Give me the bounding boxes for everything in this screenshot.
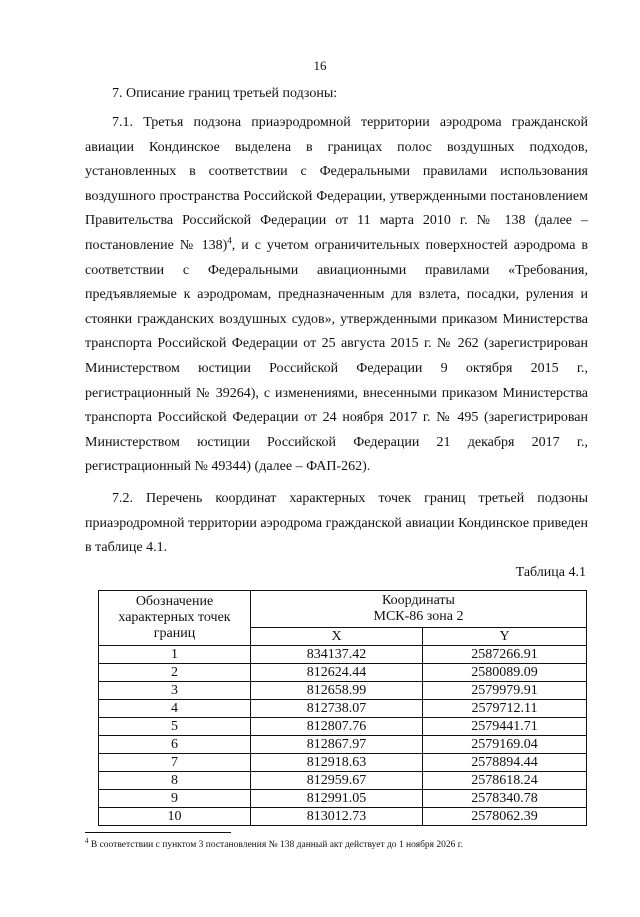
point-number-cell: 1 [99, 646, 251, 664]
table-caption: Таблица 4.1 [515, 565, 586, 580]
table-row [99, 754, 587, 772]
footnote-divider [85, 832, 231, 833]
y-coordinate-cell: 2580089.09 [423, 664, 587, 682]
point-number-cell: 2 [99, 664, 251, 682]
section-heading: 7. Описание границ третьей подзоны: [112, 86, 338, 101]
footnote-reference: 4 [227, 235, 232, 246]
x-coordinate-cell: 812807.76 [251, 718, 423, 736]
x-coordinate-cell: 834137.42 [251, 646, 423, 664]
paragraph-7-2: 7.2. Перечень координат характерных точек границ третьей подзоны приаэродромной территории аэродрома гражданской авиации Кондинское приведен в таблице 4.1. [85, 491, 588, 556]
y-coordinate-cell: 2579441.71 [423, 718, 587, 736]
paragraph-7-1-text-start: 7.1. Третья подзона приаэродромной территории аэродрома гражданской авиации Кондинское выделена в границах полос воздушных подходов, установленных в соответствии с Федеральными правилами использования воздушного пространства Российской Федерации, утвержденными постановлением Правительства Российской Федерации от 11 марта 2010 г. № 138 (далее – постановление № 138) [85, 115, 588, 253]
x-coordinate-cell: 812867.97 [251, 736, 423, 754]
point-number-cell: 9 [99, 790, 251, 808]
header-coordinates-title: Координаты [382, 593, 455, 608]
point-number-cell: 6 [99, 736, 251, 754]
y-coordinate-cell: 2578340.78 [423, 790, 587, 808]
y-coordinate-cell: 2578618.24 [423, 772, 587, 790]
table-row [99, 646, 587, 664]
point-number-cell: 4 [99, 700, 251, 718]
point-number-cell: 7 [99, 754, 251, 772]
header-coordinates [251, 591, 587, 628]
point-number-cell: 8 [99, 772, 251, 790]
coordinates-table [98, 590, 587, 826]
x-coordinate-cell: 812658.99 [251, 682, 423, 700]
footnote-text: В соответствии с пунктом 3 постановления № 138 данный акт действует до 1 ноября 2026 г. [88, 840, 463, 850]
footnote [85, 836, 463, 850]
x-coordinate-cell: 812918.63 [251, 754, 423, 772]
x-coordinate-cell: 812959.67 [251, 772, 423, 790]
x-coordinate-cell: 812624.44 [251, 664, 423, 682]
x-coordinate-cell: 813012.73 [251, 808, 423, 826]
table-row [99, 682, 587, 700]
table-row [99, 700, 587, 718]
y-coordinate-cell: 2587266.91 [423, 646, 587, 664]
table-row [99, 718, 587, 736]
y-coordinate-cell: 2578062.39 [423, 808, 587, 826]
paragraph-7-1 [85, 111, 588, 480]
table-body [99, 646, 587, 826]
point-number-cell: 10 [99, 808, 251, 826]
y-coordinate-cell: 2579169.04 [423, 736, 587, 754]
table-row [99, 772, 587, 790]
x-coordinate-cell: 812738.07 [251, 700, 423, 718]
table-row [99, 790, 587, 808]
paragraph-7-1-text-end: , и с учетом ограничительных поверхностей аэродрома в соответствии с Федеральными авиационными правилами «Требования, предъявляемые к аэродромам, предназначенным для взлета, посадки, руления и стоянки гражданских воздушных судов», утвержденными приказом Министерства транспорта Российской Федерации от 25 августа 2015 г. № 262 (зарегистрирован Министерством юстиции Российской Федерации 9 октября 2015 г., регистрационный № 39264), с изменениями, внесенными приказом Министерства транспорта Российской Федерации от 24 ноября 2017 г. № 495 (зарегистрирован Министерством юстиции Российской Федерации 21 декабря 2017 г., регистрационный № 49344) (далее – ФАП-262). [85, 237, 588, 475]
y-coordinate-cell: 2579712.11 [423, 700, 587, 718]
table-row [99, 808, 587, 826]
point-number-cell: 5 [99, 718, 251, 736]
y-coordinate-cell: 2579979.91 [423, 682, 587, 700]
header-y: Y [423, 628, 587, 646]
header-coordinate-system: МСК-86 зона 2 [373, 609, 464, 624]
point-number-cell: 3 [99, 682, 251, 700]
table-row [99, 664, 587, 682]
table-row [99, 736, 587, 754]
page-number: 16 [313, 58, 327, 73]
header-x: X [251, 628, 423, 646]
footnote-marker: 4 [85, 836, 89, 845]
x-coordinate-cell: 812991.05 [251, 790, 423, 808]
y-coordinate-cell: 2578894.44 [423, 754, 587, 772]
header-point-name: Обозначение характерных точек границ [99, 591, 251, 646]
